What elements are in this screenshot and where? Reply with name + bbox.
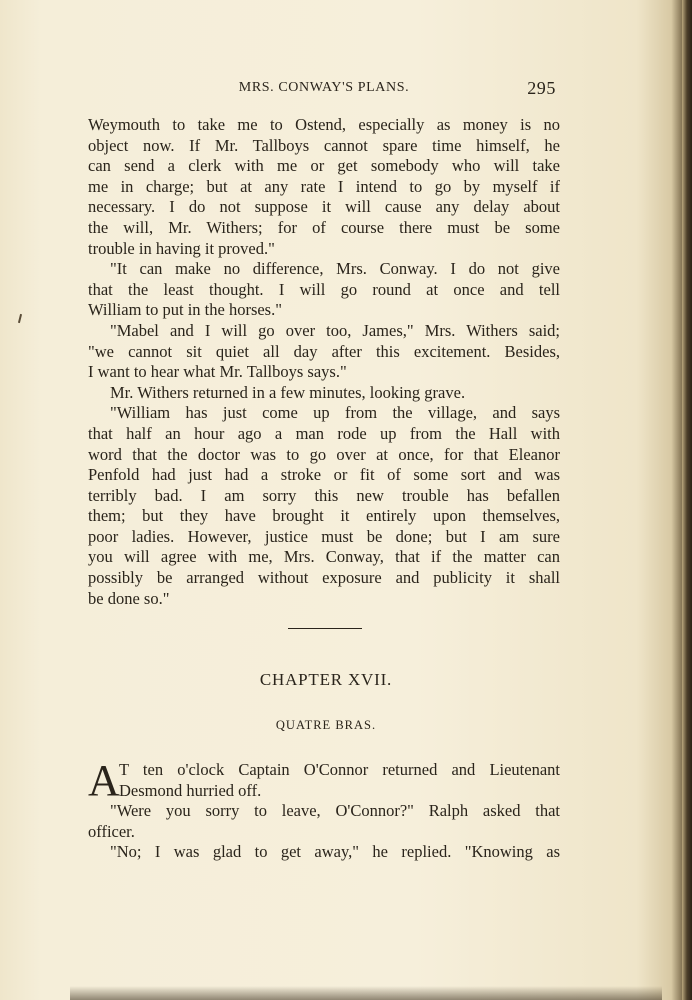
page-bottom-shadow	[70, 986, 662, 1000]
margin-mark	[18, 314, 22, 323]
text-line: word that the doctor was to go over at once, for that Eleanor	[88, 444, 560, 464]
text-line: be done so."	[88, 588, 170, 608]
text-line: T ten o'clock Captain O'Connor returned and Lieutenant	[119, 760, 560, 779]
text-line: object now. If Mr. Tallboys cannot spare time himself, he	[88, 135, 560, 155]
text-line: you will agree with me, Mrs. Conway, that if the matter can	[88, 547, 560, 567]
text-line: the will, Mr. Withers; for of course there must be some	[88, 217, 560, 237]
text-line: that the least thought. I will go round at once and tell	[88, 279, 560, 299]
drop-cap: A	[88, 756, 120, 805]
text-line: I want to hear what Mr. Tallboys says."	[88, 362, 347, 382]
text-line: possibly be arranged without exposure and publicity it shall	[88, 568, 560, 588]
page-binding-edge	[682, 0, 692, 1000]
text-line: trouble in having it proved."	[88, 238, 275, 258]
text-line: "It can make no difference, Mrs. Conway. I do not give	[110, 259, 560, 279]
text-line: "No; I was glad to get away," he replied. "Knowing as	[110, 842, 560, 862]
page-number: 295	[527, 78, 556, 98]
text-line: me in charge; but at any rate I intend to go by myself if	[88, 176, 560, 196]
chapter-text	[88, 756, 560, 863]
text-line: William to put in the horses."	[88, 300, 282, 320]
body-text	[88, 115, 560, 609]
chapter-subtitle: QUATRE BRAS.	[275, 718, 377, 732]
section-divider	[288, 628, 362, 629]
text-line: Weymouth to take me to Ostend, especially as money is no	[88, 115, 560, 134]
text-line: officer.	[88, 821, 135, 841]
text-line: "we cannot sit quiet all day after this excitement. Besides,	[88, 341, 560, 361]
text-line: them; but they have brought it entirely upon themselves,	[88, 506, 560, 526]
text-line: "Were you sorry to leave, O'Connor?" Ralph asked that	[110, 801, 560, 821]
text-line: can send a clerk with me or get somebody who will take	[88, 156, 560, 176]
running-head	[88, 80, 560, 102]
text-line: that half an hour ago a man rode up from the Hall with	[88, 423, 560, 443]
text-line: poor ladies. However, justice must be done; but I am sure	[88, 526, 560, 546]
text-line: "Mabel and I will go over too, James," Mrs. Withers said;	[110, 320, 560, 340]
text-line: "William has just come up from the village, and says	[110, 403, 560, 423]
chapter-title: CHAPTER XVII.	[259, 670, 393, 689]
running-title: MRS. CONWAY'S PLANS.	[238, 80, 410, 95]
text-line: necessary. I do not suppose it will cause any delay about	[88, 197, 560, 217]
text-line: Desmond hurried off.	[119, 780, 262, 800]
text-line: Mr. Withers returned in a few minutes, looking grave.	[110, 382, 466, 402]
text-line: terribly bad. I am sorry this new trouble has befallen	[88, 485, 560, 505]
text-line: Penfold had just had a stroke or fit of some sort and was	[88, 465, 560, 485]
